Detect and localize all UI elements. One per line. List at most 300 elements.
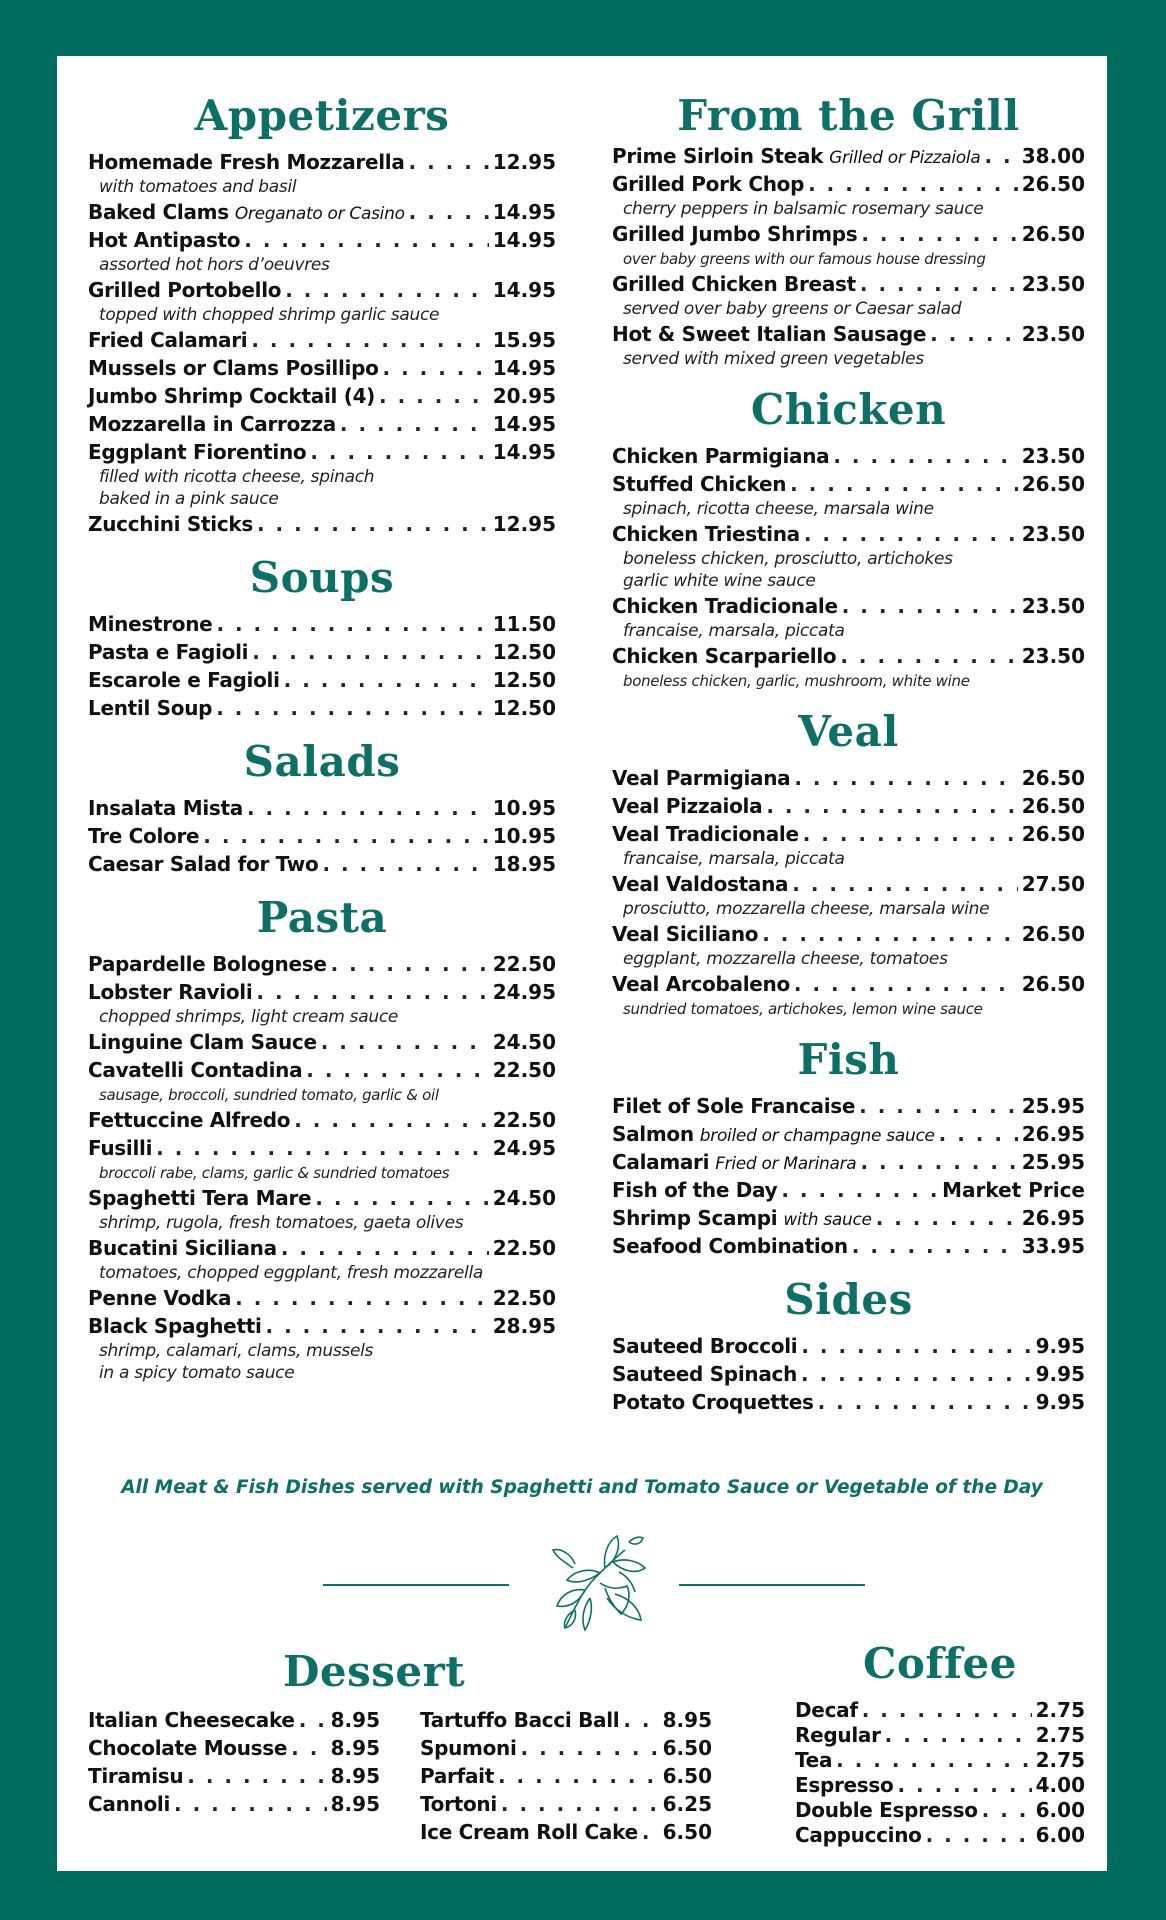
item-name: Spaghetti Tera Mare [88, 1186, 312, 1210]
item-price: Market Price [942, 1178, 1085, 1202]
dessert-columns [88, 1706, 718, 1846]
item-price: 23.50 [1021, 594, 1085, 618]
item-description: over baby greens with our famous house dressing [623, 250, 986, 268]
item-price: 12.95 [492, 150, 556, 174]
menu-item [612, 970, 1085, 998]
item-name: Prime Sirloin Steak [612, 144, 824, 168]
item-price: 26.50 [1021, 472, 1085, 496]
item-description: eggplant, mozzarella cheese, tomatoes [623, 949, 948, 969]
dot-leader [794, 970, 1018, 998]
dot-leader [203, 822, 488, 850]
menu-item [612, 1176, 1085, 1204]
menu-item [612, 220, 1085, 248]
menu-item [88, 1028, 556, 1056]
item-name: Lentil Soup [88, 696, 213, 720]
item-name: Fettuccine Alfredo [88, 1108, 291, 1132]
item-description: in a spicy tomato sauce [99, 1363, 295, 1383]
item-name: Grilled Jumbo Shrimps [612, 222, 858, 246]
item-price: 12.95 [492, 512, 556, 536]
item-price: 2.75 [1035, 1748, 1085, 1772]
item-price: 8.95 [330, 1736, 380, 1760]
item-name: Hot Antipasto [88, 228, 241, 252]
item-name: Zucchini Sticks [88, 512, 253, 536]
menu-item [88, 510, 556, 538]
item-name: Chicken Scarpariello [612, 644, 837, 668]
item-inline-description: Grilled or Pizzaiola [829, 148, 981, 168]
item-price: 9.95 [1035, 1390, 1085, 1414]
item-description: boneless chicken, prosciutto, artichokes [623, 549, 953, 569]
dot-leader [315, 1184, 488, 1212]
menu-item [612, 1360, 1085, 1388]
menu-item [612, 1120, 1085, 1148]
dot-leader [379, 382, 489, 410]
item-name: Bucatini Siciliana [88, 1236, 277, 1260]
dot-leader [409, 198, 489, 226]
dot-leader [862, 1698, 1032, 1723]
item-description: shrimp, rugola, fresh tomatoes, gaeta olives [99, 1213, 464, 1233]
item-name: Sauteed Spinach [612, 1362, 798, 1386]
dot-leader [852, 1232, 1018, 1260]
menu-item [795, 1823, 1085, 1848]
dot-leader [257, 510, 489, 538]
item-price: 26.95 [1021, 1206, 1085, 1230]
item-price: 14.95 [492, 412, 556, 436]
menu-item [88, 610, 556, 638]
item-name: Papardelle Bolognese [88, 952, 327, 976]
soups-list [88, 610, 556, 722]
item-description: cherry peppers in balsamic rosemary sauce [623, 199, 984, 219]
section-title: Veal [798, 707, 899, 756]
fish-section [612, 1034, 1085, 1260]
dot-leader [794, 764, 1017, 792]
menu-item [88, 1184, 556, 1212]
item-price: 26.50 [1021, 972, 1085, 996]
chicken-list [612, 442, 1085, 692]
item-price: 8.95 [330, 1708, 380, 1732]
item-price: 2.75 [1035, 1698, 1085, 1722]
item-name: Veal Siciliano [612, 922, 759, 946]
menu-item [420, 1762, 712, 1790]
item-inline-description: with sauce [783, 1210, 872, 1230]
footer-note: All Meat & Fish Dishes served with Spaghetti and Tomato Sauce or Vegetable of the Day [121, 1477, 1043, 1498]
dot-leader [244, 226, 488, 254]
item-price: 26.95 [1021, 1122, 1085, 1146]
menu-item [612, 520, 1085, 548]
item-price: 26.50 [1021, 822, 1085, 846]
dot-leader [501, 1790, 659, 1818]
item-price: 14.95 [492, 440, 556, 464]
dot-leader [982, 1798, 1032, 1823]
coffee-section [795, 1638, 1085, 1848]
menu-page [57, 56, 1107, 1871]
menu-item [88, 950, 556, 978]
leaf-flourish-icon [545, 1528, 655, 1638]
menu-item [88, 148, 556, 176]
sides-list [612, 1332, 1085, 1416]
veal-list [612, 764, 1085, 1020]
dot-leader [521, 1734, 659, 1762]
section-title: Chicken [750, 385, 947, 434]
dot-leader [642, 1818, 659, 1846]
item-name: Eggplant Fiorentino [88, 440, 307, 464]
item-description: served over baby greens or Caesar salad [623, 299, 962, 319]
item-name: Cappuccino [795, 1823, 922, 1847]
dot-leader [299, 1706, 327, 1734]
dot-leader [859, 1092, 1018, 1120]
dot-leader [984, 142, 1017, 170]
item-description: broccoli rabe, clams, garlic & sundried tomatoes [99, 1164, 450, 1182]
dot-leader [256, 978, 488, 1006]
item-price: 18.95 [492, 852, 556, 876]
dot-leader [804, 520, 1018, 548]
dot-leader [409, 148, 489, 176]
item-name: Veal Parmigiana [612, 766, 791, 790]
item-price: 33.95 [1021, 1234, 1085, 1258]
menu-item [420, 1706, 712, 1734]
item-price: 8.95 [662, 1708, 712, 1732]
menu-item [795, 1773, 1085, 1798]
menu-item [612, 1388, 1085, 1416]
item-name: Penne Vodka [88, 1286, 232, 1310]
item-name: Cavatelli Contadina [88, 1058, 303, 1082]
item-price: 6.00 [1035, 1823, 1085, 1847]
dot-leader [383, 354, 489, 382]
dot-leader [251, 326, 488, 354]
item-name: Veal Valdostana [612, 872, 789, 896]
dot-leader [803, 820, 1018, 848]
item-name: Baked Clams [88, 200, 229, 224]
section-title: Dessert [283, 1647, 466, 1696]
ornament-line-left [323, 1584, 509, 1586]
section-title: Salads [243, 737, 401, 786]
item-price: 10.95 [492, 796, 556, 820]
item-description: francaise, marsala, piccata [623, 849, 845, 869]
item-price: 23.50 [1021, 644, 1085, 668]
dot-leader [331, 950, 489, 978]
ornament-line-right [679, 1584, 865, 1586]
menu-item [612, 820, 1085, 848]
item-price: 22.50 [492, 1058, 556, 1082]
item-description: chopped shrimps, light cream sauce [99, 1007, 399, 1027]
item-name: Mozzarella in Carrozza [88, 412, 336, 436]
section-title: Soups [249, 553, 395, 602]
dot-leader [247, 794, 489, 822]
dot-leader [235, 1284, 489, 1312]
dot-leader [840, 642, 1017, 670]
section-title: Sides [784, 1275, 913, 1324]
item-name: Regular [795, 1723, 881, 1747]
item-name: Minestrone [88, 612, 213, 636]
item-name: Caesar Salad for Two [88, 852, 319, 876]
item-name: Ice Cream Roll Cake [420, 1820, 638, 1844]
item-name: Grilled Pork Chop [612, 172, 805, 196]
item-description: sausage, broccoli, sundried tomato, garlic & oil [99, 1086, 439, 1104]
menu-item [420, 1734, 712, 1762]
item-name: Salmon [612, 1122, 694, 1146]
item-price: 22.50 [492, 952, 556, 976]
menu-item [88, 1106, 556, 1134]
left-column [88, 90, 556, 1398]
menu-item [795, 1798, 1085, 1823]
menu-item [612, 1092, 1085, 1120]
item-name: Hot & Sweet Italian Sausage [612, 322, 927, 346]
item-price: 26.50 [1021, 172, 1085, 196]
menu-item [88, 1056, 556, 1084]
item-name: Parfait [420, 1764, 494, 1788]
dot-leader [926, 1823, 1032, 1848]
item-name: Chicken Triestina [612, 522, 800, 546]
menu-item [88, 1134, 556, 1162]
item-name: Black Spaghetti [88, 1314, 262, 1338]
right-column [612, 90, 1085, 1430]
item-price: 22.50 [492, 1108, 556, 1132]
item-price: 12.50 [492, 696, 556, 720]
menu-item [612, 1148, 1085, 1176]
menu-item [612, 1332, 1085, 1360]
item-description: with tomatoes and basil [99, 177, 297, 197]
dot-leader [842, 592, 1018, 620]
menu-item [612, 920, 1085, 948]
dot-leader [321, 1028, 489, 1056]
item-name: Filet of Sole Francaise [612, 1094, 856, 1118]
dot-leader [310, 438, 488, 466]
pasta-section [88, 892, 556, 1384]
item-description: baked in a pink sauce [99, 489, 279, 509]
dot-leader [285, 276, 489, 304]
item-price: 14.95 [492, 228, 556, 252]
item-name: Sauteed Broccoli [612, 1334, 798, 1358]
item-price: 25.95 [1021, 1094, 1085, 1118]
dot-leader [939, 1120, 1018, 1148]
item-description: boneless chicken, garlic, mushroom, white wine [623, 672, 970, 690]
item-price: 12.50 [492, 668, 556, 692]
item-price: 24.95 [492, 1136, 556, 1160]
salads-section [88, 736, 556, 878]
item-price: 28.95 [492, 1314, 556, 1338]
item-price: 15.95 [492, 328, 556, 352]
menu-item [88, 850, 556, 878]
menu-item [88, 354, 556, 382]
dot-leader [876, 1204, 1018, 1232]
item-price: 6.00 [1035, 1798, 1085, 1822]
section-title: Pasta [256, 893, 388, 942]
dot-leader [801, 1360, 1032, 1388]
dot-leader [861, 220, 1017, 248]
appetizers-section [88, 90, 556, 538]
dot-leader [623, 1706, 658, 1734]
item-price: 11.50 [492, 612, 556, 636]
item-name: Linguine Clam Sauce [88, 1030, 317, 1054]
section-title: Coffee [862, 1639, 1018, 1688]
dot-leader [833, 442, 1017, 470]
menu-item [795, 1748, 1085, 1773]
menu-item [88, 1790, 380, 1818]
item-price: 23.50 [1021, 522, 1085, 546]
item-description: served with mixed green vegetables [623, 349, 924, 369]
item-price: 26.50 [1021, 922, 1085, 946]
item-description: filled with ricotta cheese, spinach [99, 467, 375, 487]
dot-leader [174, 1790, 327, 1818]
dot-leader [818, 1388, 1032, 1416]
menu-item [420, 1818, 712, 1846]
dessert-list-1 [88, 1706, 380, 1846]
dot-leader [897, 1773, 1031, 1798]
item-price: 38.00 [1021, 144, 1085, 168]
item-name: Homemade Fresh Mozzarella [88, 150, 405, 174]
item-price: 6.50 [662, 1820, 712, 1844]
item-price: 27.50 [1021, 872, 1085, 896]
item-name: Seafood Combination [612, 1234, 848, 1258]
appetizers-list [88, 148, 556, 538]
item-price: 23.50 [1021, 444, 1085, 468]
menu-item [612, 870, 1085, 898]
item-price: 25.95 [1021, 1150, 1085, 1174]
item-name: Spumoni [420, 1736, 517, 1760]
menu-item [88, 1734, 380, 1762]
item-price: 14.95 [492, 278, 556, 302]
item-name: Fish of the Day [612, 1178, 778, 1202]
coffee-list [795, 1698, 1085, 1848]
dot-leader [766, 792, 1017, 820]
item-price: 12.50 [492, 640, 556, 664]
item-price: 24.95 [492, 980, 556, 1004]
dot-leader [340, 410, 489, 438]
menu-item [88, 1762, 380, 1790]
item-price: 24.50 [492, 1186, 556, 1210]
item-name: Lobster Ravioli [88, 980, 253, 1004]
menu-item [88, 638, 556, 666]
menu-item [612, 320, 1085, 348]
item-price: 6.50 [662, 1764, 712, 1788]
item-description: assorted hot hors d’oeuvres [99, 255, 330, 275]
menu-item [88, 666, 556, 694]
menu-item [420, 1790, 712, 1818]
dot-leader [294, 1106, 489, 1134]
item-name: Chicken Tradicionale [612, 594, 838, 618]
menu-item [612, 642, 1085, 670]
item-description: francaise, marsala, piccata [623, 621, 845, 641]
menu-item [88, 438, 556, 466]
salads-list [88, 794, 556, 878]
dot-leader [252, 638, 489, 666]
item-name: Stuffed Chicken [612, 472, 787, 496]
fish-list [612, 1092, 1085, 1260]
dot-leader [216, 610, 488, 638]
menu-item [88, 1284, 556, 1312]
item-name: Tre Colore [88, 824, 200, 848]
item-name: Calamari [612, 1150, 710, 1174]
section-title: From the Grill [677, 91, 1020, 140]
item-description: shrimp, calamari, clams, mussels [99, 1341, 374, 1361]
dot-leader [860, 1148, 1017, 1176]
menu-item [612, 270, 1085, 298]
item-name: Tea [795, 1748, 833, 1772]
menu-item [612, 442, 1085, 470]
menu-item [88, 822, 556, 850]
soups-section [88, 552, 556, 722]
dot-leader [266, 1312, 489, 1340]
menu-item [88, 326, 556, 354]
item-price: 4.00 [1035, 1773, 1085, 1797]
item-price: 6.50 [662, 1736, 712, 1760]
item-name: Chicken Parmigiana [612, 444, 830, 468]
item-name: Potato Croquettes [612, 1390, 814, 1414]
menu-item [88, 198, 556, 226]
menu-item [88, 978, 556, 1006]
dot-leader [322, 850, 488, 878]
dot-leader [836, 1748, 1031, 1773]
item-name: Chocolate Mousse [88, 1736, 288, 1760]
item-description: garlic white wine sauce [623, 571, 816, 591]
menu-item [795, 1723, 1085, 1748]
sides-section [612, 1274, 1085, 1416]
item-name: Espresso [795, 1773, 894, 1797]
pasta-list [88, 950, 556, 1384]
item-price: 8.95 [330, 1764, 380, 1788]
item-name: Italian Cheesecake [88, 1708, 295, 1732]
item-price: 6.25 [662, 1792, 712, 1816]
item-name: Veal Arcobaleno [612, 972, 790, 996]
item-description: tomatoes, chopped eggplant, fresh mozzarella [99, 1263, 484, 1283]
item-price: 22.50 [492, 1286, 556, 1310]
item-name: Grilled Portobello [88, 278, 282, 302]
menu-item [612, 1204, 1085, 1232]
item-price: 22.50 [492, 1236, 556, 1260]
dot-leader [187, 1762, 326, 1790]
item-description: prosciutto, mozzarella cheese, marsala wine [623, 899, 990, 919]
menu-item [612, 1232, 1085, 1260]
item-price: 2.75 [1035, 1723, 1085, 1747]
item-price: 23.50 [1021, 322, 1085, 346]
item-name: Grilled Chicken Breast [612, 272, 856, 296]
item-name: Mussels or Clams Posillipo [88, 356, 379, 380]
menu-item [88, 382, 556, 410]
item-price: 10.95 [492, 824, 556, 848]
item-description: topped with chopped shrimp garlic sauce [99, 305, 440, 325]
menu-item [88, 1234, 556, 1262]
item-price: 14.95 [492, 356, 556, 380]
item-price: 24.50 [492, 1030, 556, 1054]
dot-leader [284, 666, 489, 694]
dot-leader [291, 1734, 326, 1762]
menu-item [612, 592, 1085, 620]
menu-item [612, 764, 1085, 792]
item-name: Veal Tradicionale [612, 822, 799, 846]
item-name: Double Espresso [795, 1798, 978, 1822]
item-name: Tartuffo Bacci Ball [420, 1708, 620, 1732]
menu-item [88, 226, 556, 254]
item-price: 9.95 [1035, 1334, 1085, 1358]
grill-section [612, 90, 1085, 370]
item-price: 26.50 [1021, 794, 1085, 818]
dot-leader [885, 1723, 1032, 1748]
item-name: Fusilli [88, 1136, 153, 1160]
dot-leader [156, 1134, 489, 1162]
item-name: Decaf [795, 1698, 858, 1722]
dot-leader [306, 1056, 488, 1084]
menu-item [88, 276, 556, 304]
item-name: Jumbo Shrimp Cocktail (4) [88, 384, 376, 408]
menu-item [612, 792, 1085, 820]
item-price: 23.50 [1021, 272, 1085, 296]
menu-item [612, 470, 1085, 498]
menu-item [88, 694, 556, 722]
menu-item [88, 410, 556, 438]
item-description: spinach, ricotta cheese, marsala wine [623, 499, 934, 519]
menu-item [612, 142, 1085, 170]
dot-leader [792, 870, 1017, 898]
item-price: 8.95 [330, 1792, 380, 1816]
